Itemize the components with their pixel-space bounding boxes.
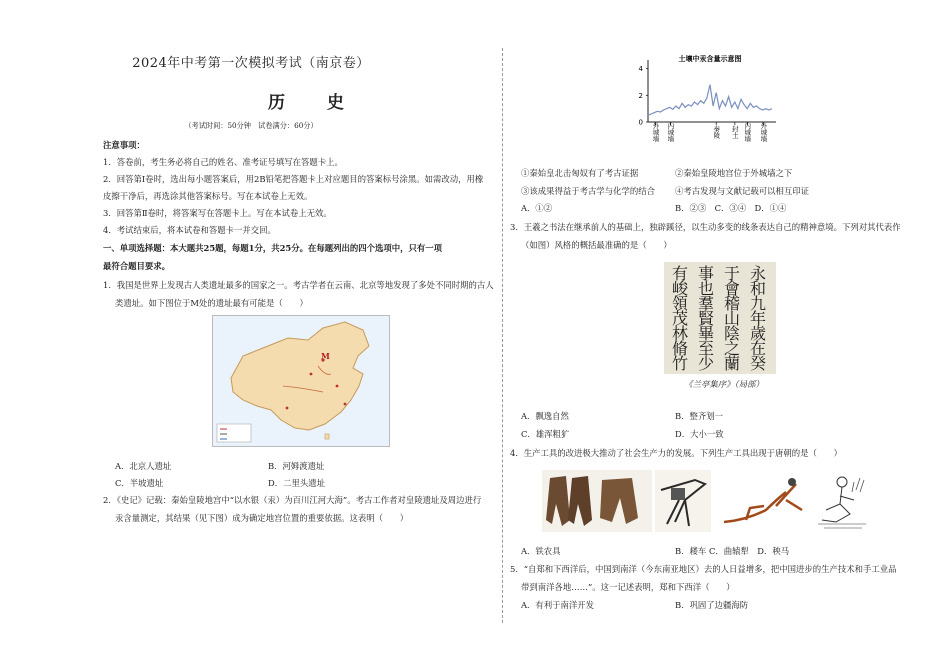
q3-option-b[interactable]: B．整齐划一 xyxy=(675,411,724,421)
calligraphy-column: 事也羣賢畢至少 xyxy=(698,264,715,373)
q2-statement-3: ③该成果得益于考古学与化学的结合 xyxy=(521,186,655,196)
seed-drill-image xyxy=(655,470,711,532)
column-divider xyxy=(502,48,503,623)
mercury-chart xyxy=(632,52,782,164)
mercury-series-line xyxy=(648,85,772,116)
exam-title: 2024年中考第一次模拟考试（南京卷） xyxy=(132,56,370,71)
calligraphy-column: 于會稽山陰之蘭 xyxy=(724,264,741,373)
question-3-text-cont: （如图）风格的概括最准确的是（ ） xyxy=(521,240,672,250)
q3-option-c[interactable]: C．雄浑粗犷 xyxy=(521,429,570,439)
section-heading-cont: 最符合题目要求。 xyxy=(103,261,170,271)
calligraphy-column: 永和九年歲在癸 xyxy=(750,264,767,373)
calligraphy-caption: 《兰亭集序》（局部） xyxy=(684,379,764,389)
china-map xyxy=(212,315,390,447)
question-5-text: 5．“自郑和下西洋后，中国到南洋（今东南亚地区）去的人日益增多，把中国进步的生产技术和手工业品 xyxy=(510,564,897,574)
q3-option-a[interactable]: A．飘逸自然 xyxy=(521,411,569,421)
x-tick-label: 内城墙 xyxy=(666,122,675,142)
exam-info: （考试时间：50分钟 试卷满分：60分） xyxy=(184,121,318,130)
rice-transplant-image xyxy=(816,470,870,532)
q1-option-d[interactable]: D．二里头遗址 xyxy=(268,478,325,488)
q1-option-c[interactable]: C．半坡遗址 xyxy=(115,478,164,488)
note-item: 3．回答第Ⅱ卷时，将答案写在答题卡上。写在本试卷上无效。 xyxy=(103,208,332,218)
map-marker-m: M xyxy=(321,351,330,361)
x-tick-label: 秦陵 xyxy=(712,125,721,139)
note-item: 4．考试结束后，将本试卷和答题卡一并交回。 xyxy=(103,225,276,235)
q4-options-bcd[interactable]: B．耧车 C．曲辕犁 D．秧马 xyxy=(675,546,790,556)
chart-title: 土壤中汞含量示意图 xyxy=(678,55,742,63)
q2-statement-1: ①秦始皇北击匈奴有了考古证据 xyxy=(521,168,639,178)
x-tick-label: 外城墙 xyxy=(651,122,660,142)
note-item: 皮擦干净后，再选涂其他答案标号。写在本试卷上无效。 xyxy=(103,191,313,201)
q3-option-d[interactable]: D．大小一致 xyxy=(675,429,724,439)
x-tick-label: 内城墙 xyxy=(743,122,752,142)
note-item: 2．回答第Ⅰ卷时，选出每小题答案后，用2B铅笔把答题卡上对应题目的答案标号涂黑。如需改动，用橡 xyxy=(103,174,484,184)
question-1-text: 1．我国是世界上发现古人类遗址最多的国家之一。考古学者在云南、北京等地发现了多处不同时期的古人 xyxy=(103,280,494,290)
calligraphy-column: 有峻領茂林脩竹 xyxy=(672,264,689,373)
y-tick-label: 4 xyxy=(638,65,643,74)
q4-option-a[interactable]: A．铁农具 xyxy=(521,546,561,556)
curved-plough-image xyxy=(716,470,812,532)
question-1-text-cont: 类遗址。如下图位于M处的遗址最有可能是（ ） xyxy=(115,298,308,308)
q2-statement-2: ②秦始皇陵地宫位于外城墙之下 xyxy=(675,168,793,178)
notes-heading: 注意事项： xyxy=(103,140,145,150)
section-heading: 一、单项选择题：本大题共25题，每题1分，共25分。在每题列出的四个选项中，只有一项 xyxy=(103,243,443,253)
q5-option-b[interactable]: B．巩固了边疆海防 xyxy=(675,600,749,610)
q1-option-b[interactable]: B．河姆渡遗址 xyxy=(268,461,325,471)
note-item: 1．答卷前，考生务必将自己的姓名、准考证号填写在答题卡上。 xyxy=(103,157,343,167)
question-4-text: 4．生产工具的改进极大推动了社会生产力的发展。下列生产工具出现于唐朝的是（ ） xyxy=(510,448,842,458)
q5-option-a[interactable]: A．有利于南洋开发 xyxy=(521,600,595,610)
question-2-text-cont: 汞含量测定，其结果（见下图）成为确定地宫位置的重要依据。这表明（ ） xyxy=(115,513,409,523)
lanting-calligraphy xyxy=(664,262,776,374)
y-tick-label: 2 xyxy=(638,91,643,100)
x-tick-label: 封土 xyxy=(730,125,739,139)
q1-option-a[interactable]: A．北京人遗址 xyxy=(115,461,172,471)
iron-tools-image xyxy=(542,470,652,532)
subject-title: 历 史 xyxy=(268,93,362,113)
y-tick-label: 0 xyxy=(638,118,643,127)
question-5-text-cont: 带到南洋各地……”。这一记述表明，郑和下西洋（ ） xyxy=(521,582,735,592)
question-2-text: 2．《史记》记载：秦始皇陵地宫中“以水银（汞）为百川江河大海”。考古工作者对皇陵遗址及周边进行 xyxy=(103,495,482,505)
q2-options-bcd[interactable]: B．②③ C．③④ D．①④ xyxy=(675,203,787,213)
x-tick-label: 外城墙 xyxy=(759,122,768,142)
q2-statement-4: ④考古发现与文献记载可以相互印证 xyxy=(675,186,809,196)
q2-option-a[interactable]: A．①② xyxy=(521,203,553,213)
question-3-text: 3．王羲之书法在继承前人的基础上，独辟蹊径，以生动多变的线条表达自己的精神意境。下列对其代表作 xyxy=(510,222,901,232)
